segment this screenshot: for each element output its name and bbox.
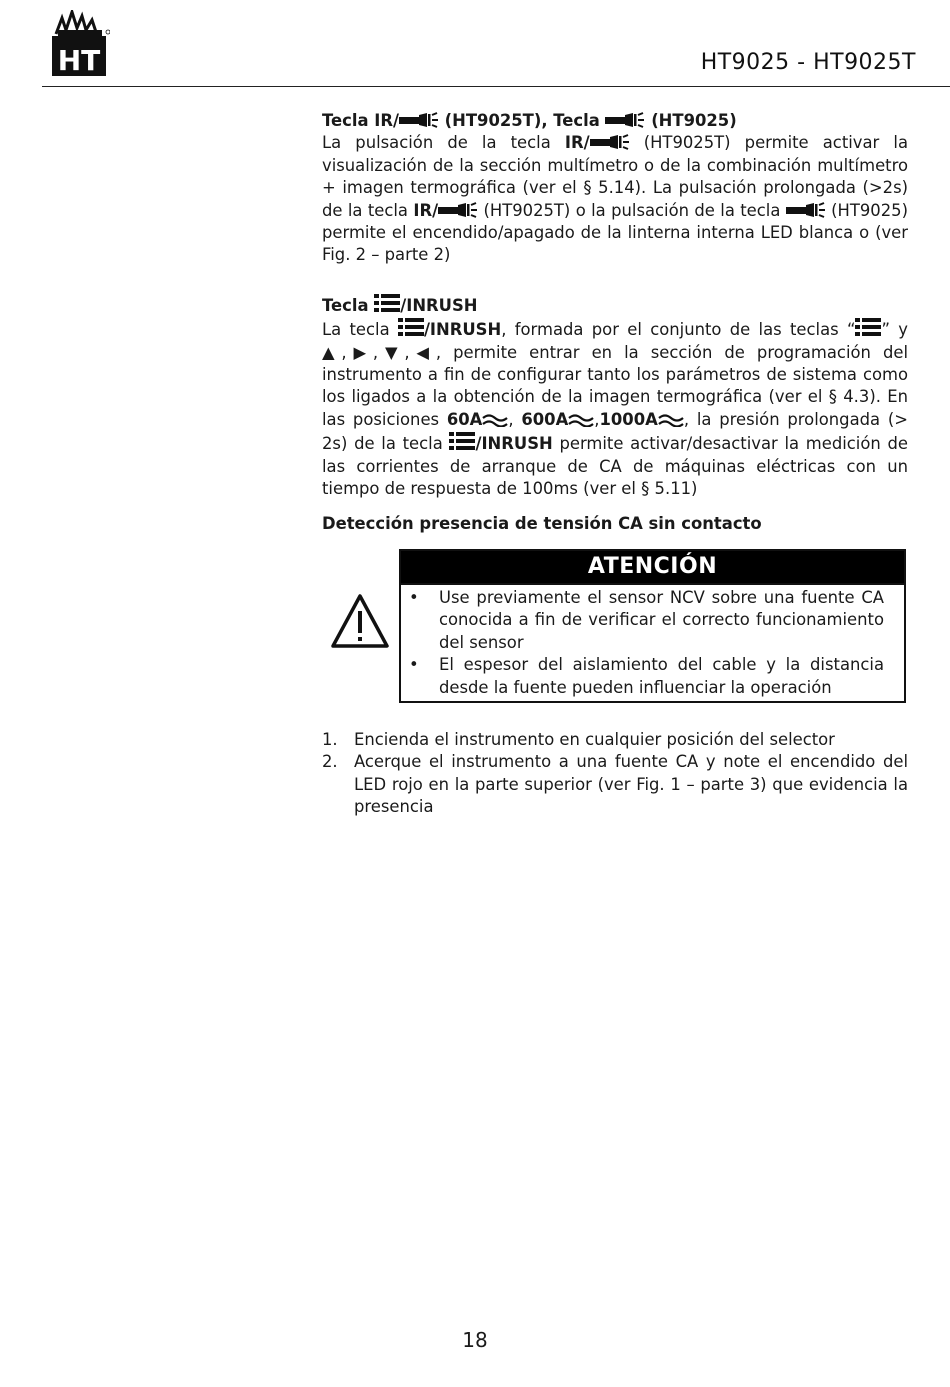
document-title: HT9025 - HT9025T (700, 50, 916, 75)
warning-item: • Use previamente el sensor NCV sobre una fuente CA conocida a fin de verificar el correcto funcionamiento del sensor (439, 587, 884, 654)
warning-title: ATENCIÓN (401, 551, 904, 585)
list-item (322, 729, 908, 751)
header-divider (42, 86, 950, 87)
flashlight-icon (438, 202, 478, 218)
warning-box (399, 549, 906, 703)
menu-list-icon (374, 293, 400, 313)
step-number: 2. (322, 752, 338, 772)
inrush-key-description: La tecla /INRUSH, formada por el conjunto de las teclas “ ” y ▲,▶,▼,◀, permite entrar en la sección de programación del instrumento a fin de configurar tanto los parámetros de sistema como los ligados a la obtención de la imagen termográfica (ver el § 4.3). En las posiciones 60A , 600A ,1000A , la presión prolongada (> 2s) de la tecla /INRUSH permite activar/desactivar la medición de las corrientes de arranque de CA de máquinas eléctricas con un tiempo de respuesta de 100ms (ver el § 5.11) (322, 317, 908, 500)
ac-wave-icon (482, 413, 508, 427)
flashlight-icon (605, 112, 645, 128)
ac-wave-icon (658, 413, 684, 427)
warning-item: • El espesor del aislamiento del cable y la distancia desde la fuente pueden influenciar la operación (439, 654, 884, 699)
warning-section (322, 549, 908, 707)
menu-list-icon (398, 317, 424, 337)
step-number: 1. (322, 729, 338, 749)
flashlight-icon (590, 134, 630, 150)
step-text: Encienda el instrumento en cualquier posición del selector (354, 729, 835, 749)
inrush-key-heading: Tecla /INRUSH (322, 293, 908, 317)
ir-key-description: La pulsación de la tecla IR/ (HT9025T) permite activar la visualización de la sección multímetro o de la combinación multímetro + imagen termográfica (ver el § 5.14). La pulsación prolongada (>2s) de la tecla IR/ (HT9025T) o la pulsación de la tecla (HT9025) permite el encendido/apagado de la linterna interna LED blanca o (ver Fig. 2 – parte 2) (322, 133, 908, 265)
ac-wave-icon (568, 413, 594, 427)
list-item (322, 751, 908, 818)
flashlight-icon (399, 112, 439, 128)
menu-list-icon (449, 431, 475, 451)
ht-logo (52, 10, 110, 78)
menu-list-icon (855, 317, 881, 337)
procedure-steps (322, 729, 908, 819)
step-text: Acerque el instrumento a una fuente CA y note el encendido del LED rojo en la parte superior (ver Fig. 1 – parte 3) que evidencia la presencia (354, 752, 908, 817)
ir-key-heading: Tecla IR/ (HT9025T), Tecla (HT9025) (322, 111, 737, 130)
page-content (322, 110, 908, 819)
warning-triangle-icon (330, 593, 390, 649)
flashlight-icon (786, 202, 826, 218)
page-number: 18 (462, 1328, 488, 1352)
ncv-heading: Detección presencia de tensión CA sin contacto (322, 513, 762, 533)
warning-list (401, 585, 904, 701)
logo-text: HT (57, 44, 101, 77)
